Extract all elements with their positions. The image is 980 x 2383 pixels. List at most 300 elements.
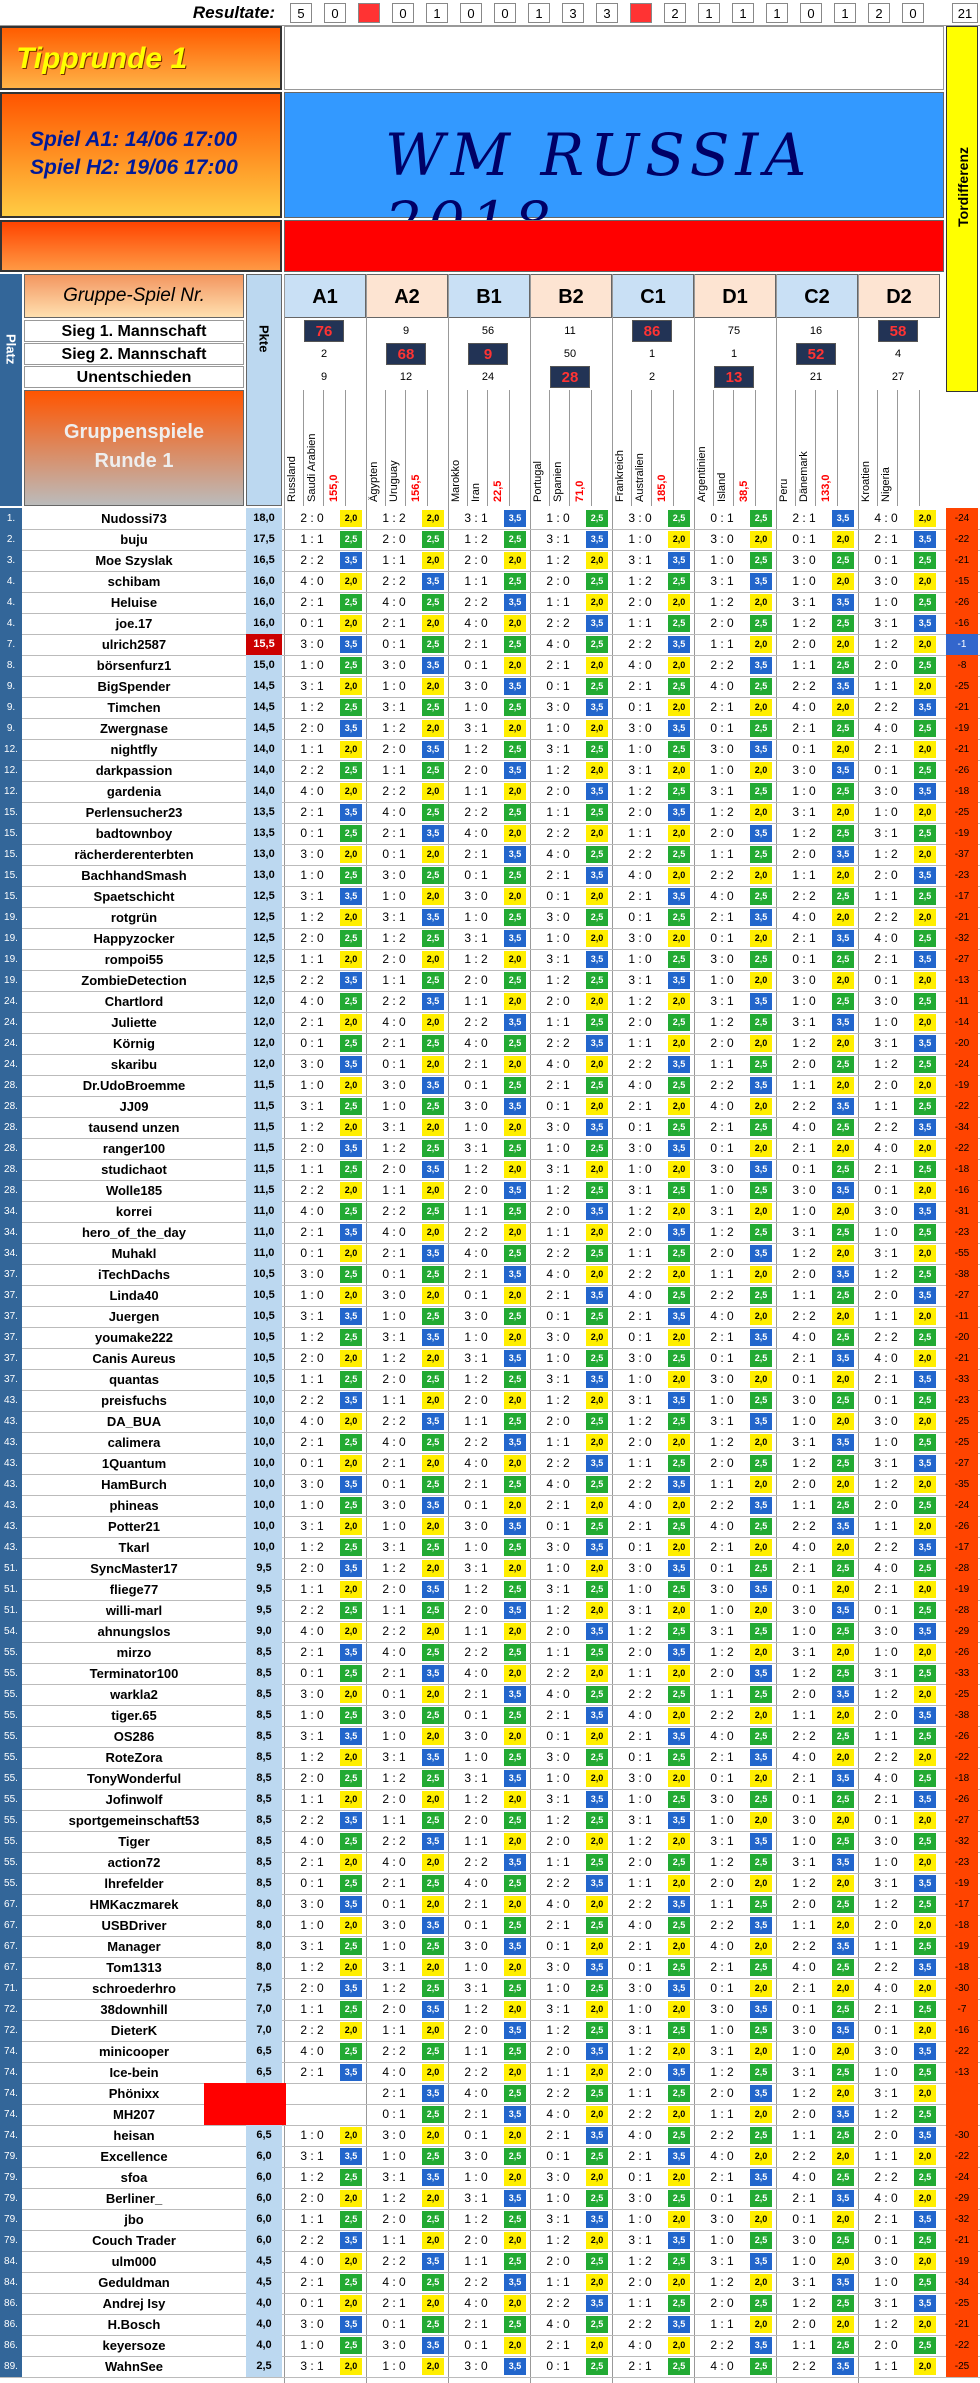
row-tordiff: -11: [946, 1306, 978, 1327]
row-score-badge: 2,0: [422, 1182, 444, 1199]
row-tip: 1 : 2: [300, 2170, 324, 2184]
row-tordiff: -22: [946, 1138, 978, 1159]
row-tordiff: -18: [946, 1915, 978, 1936]
gruppenspiele-box: [24, 390, 244, 506]
row-tordiff: -26: [946, 1726, 978, 1747]
table-row: [0, 991, 980, 1013]
row-tip: 1 : 2: [710, 1225, 734, 1239]
result-cell: 1: [732, 3, 754, 23]
row-tip: 2 : 2: [710, 1078, 734, 1092]
team2-name: Uruguay: [388, 390, 406, 506]
row-tordiff: -34: [946, 2272, 978, 2293]
row-points: 10,5: [246, 1264, 282, 1285]
row-score-badge: 2,5: [504, 1035, 526, 1052]
row-score-badge: 2,0: [668, 1665, 690, 1682]
row-score-badge: 2,0: [340, 1245, 362, 1262]
row-tip: 1 : 0: [628, 1162, 652, 1176]
row-tip: 1 : 1: [628, 616, 652, 630]
row-tip: 2 : 1: [300, 1435, 324, 1449]
row-name: 38downhill: [100, 2002, 168, 2017]
row-score-badge: 2,5: [914, 825, 936, 842]
row-score-badge: 2,5: [668, 2085, 690, 2102]
row-tip: 4 : 0: [382, 805, 406, 819]
row-score-badge: 2,5: [586, 2316, 608, 2333]
table-row: [0, 1558, 980, 1580]
row-tip: 3 : 1: [792, 1855, 816, 1869]
row-tip: 2 : 2: [300, 2023, 324, 2037]
row-tordiff: -13: [946, 2062, 978, 2083]
row-score-badge: 2,0: [422, 1623, 444, 1640]
row-score-badge: 3,5: [422, 825, 444, 842]
row-tip: 2 : 2: [382, 1624, 406, 1638]
row-tip: 0 : 1: [300, 1456, 324, 1470]
row-points: 8,5: [246, 1831, 282, 1852]
row-tordiff: -11: [946, 991, 978, 1012]
row-score-badge: 3,5: [504, 510, 526, 527]
row-tip: 4 : 0: [792, 1750, 816, 1764]
row-score-badge: 3,5: [914, 1707, 936, 1724]
row-score-badge: 3,5: [832, 1770, 854, 1787]
row-platz: 19.: [0, 928, 22, 949]
group-unent-value: 9: [320, 371, 328, 383]
row-tip: 4 : 0: [874, 511, 898, 525]
row-name: Körnig: [113, 1036, 155, 1051]
row-tip: 4 : 0: [464, 2296, 488, 2310]
platz-label: Platz: [3, 334, 19, 365]
row-score-badge: 3,5: [586, 1371, 608, 1388]
row-tip: 0 : 1: [874, 2233, 898, 2247]
row-tip: 1 : 0: [874, 1225, 898, 1239]
row-score-badge: 3,5: [750, 1413, 772, 1430]
row-score-badge: 2,5: [668, 1413, 690, 1430]
row-tip: 0 : 1: [710, 931, 734, 945]
row-tip: 0 : 1: [710, 721, 734, 735]
row-score-badge: 2,0: [832, 1476, 854, 1493]
row-platz: 79.: [0, 2167, 22, 2188]
row-score-badge: 3,5: [422, 1581, 444, 1598]
row-points: 6,5: [246, 2041, 282, 2062]
row-tip: 0 : 1: [546, 889, 570, 903]
row-score-badge: 2,0: [504, 657, 526, 674]
row-tip: 3 : 1: [300, 1309, 324, 1323]
row-tip: 2 : 1: [628, 1519, 652, 1533]
row-tip: 4 : 0: [546, 1267, 570, 1281]
table-row: [0, 970, 980, 992]
row-score-badge: 2,0: [832, 1245, 854, 1262]
row-score-badge: 2,0: [750, 867, 772, 884]
team1-name: Portugal: [532, 390, 550, 506]
row-score-badge: 2,5: [586, 1140, 608, 1157]
row-score-badge: 2,0: [422, 846, 444, 863]
row-name: Couch Trader: [92, 2233, 176, 2248]
row-name: Canis Aureus: [92, 1351, 176, 1366]
row-tip: 3 : 0: [628, 1351, 652, 1365]
row-points: 2,5: [246, 2356, 282, 2377]
row-tip: 1 : 2: [792, 616, 816, 630]
row-score-badge: 2,0: [586, 594, 608, 611]
row-score-badge: 2,0: [586, 1392, 608, 1409]
row-tip: 1 : 2: [628, 1624, 652, 1638]
group-unent-value: 27: [891, 371, 905, 383]
row-score-badge: 2,5: [422, 972, 444, 989]
row-score-badge: 3,5: [668, 636, 690, 653]
row-score-badge: 2,0: [914, 2148, 936, 2165]
row-platz: 4.: [0, 613, 22, 634]
row-score-badge: 2,5: [668, 783, 690, 800]
row-tip: 3 : 0: [300, 2317, 324, 2331]
row-tip: 1 : 2: [546, 2233, 570, 2247]
row-score-badge: 2,0: [422, 615, 444, 632]
result-cell: 0: [494, 3, 516, 23]
row-points: 16,0: [246, 592, 282, 613]
row-platz: 74.: [0, 2125, 22, 2146]
row-score-badge: 3,5: [832, 1854, 854, 1871]
row-score-badge: 2,0: [586, 2001, 608, 2018]
row-score-badge: 3,5: [668, 1728, 690, 1745]
row-tip: 2 : 0: [300, 721, 324, 735]
row-score-badge: 2,0: [422, 1686, 444, 1703]
row-score-badge: 2,0: [340, 2295, 362, 2312]
row-score-badge: 2,5: [422, 1308, 444, 1325]
row-score-badge: 3,5: [668, 720, 690, 737]
row-score-badge: 2,5: [504, 531, 526, 548]
row-tip: 3 : 0: [546, 1750, 570, 1764]
row-tip: 4 : 0: [710, 1729, 734, 1743]
row-score-badge: 2,0: [832, 1035, 854, 1052]
row-tip: 3 : 1: [710, 574, 734, 588]
row-tip: 1 : 1: [874, 2359, 898, 2373]
row-score-badge: 2,0: [586, 888, 608, 905]
row-tip: 2 : 1: [546, 868, 570, 882]
table-row: [0, 2209, 980, 2231]
row-points: 11,5: [246, 1075, 282, 1096]
row-tip: 2 : 0: [546, 2254, 570, 2268]
row-tip: 4 : 0: [300, 994, 324, 1008]
row-tip: 2 : 2: [710, 1498, 734, 1512]
row-tip: 3 : 0: [628, 1561, 652, 1575]
table-row: [0, 571, 980, 593]
row-score-badge: 2,0: [586, 2337, 608, 2354]
row-tip: 2 : 1: [628, 1099, 652, 1113]
row-score-badge: 2,5: [750, 2022, 772, 2039]
row-tip: 4 : 0: [546, 2107, 570, 2121]
row-tip: 1 : 0: [710, 1183, 734, 1197]
row-points: 12,0: [246, 1012, 282, 1033]
table-row: [0, 1789, 980, 1811]
row-platz: 12.: [0, 781, 22, 802]
row-score-badge: 2,5: [668, 1623, 690, 1640]
row-tip: 0 : 1: [300, 2296, 324, 2310]
row-score-badge: 2,0: [340, 678, 362, 695]
row-score-badge: 2,0: [914, 1182, 936, 1199]
table-row: [0, 1768, 980, 1790]
row-score-badge: 3,5: [504, 678, 526, 695]
row-name: heisan: [113, 2128, 155, 2143]
row-tip: 3 : 1: [300, 679, 324, 693]
row-points: 4,0: [246, 2293, 282, 2314]
row-score-badge: 2,5: [586, 1308, 608, 1325]
row-score-badge: 3,5: [668, 972, 690, 989]
row-tip: 2 : 1: [300, 2065, 324, 2079]
table-row: [0, 529, 980, 551]
row-tip: 1 : 2: [874, 1897, 898, 1911]
team1-name: Peru: [778, 390, 796, 506]
row-score-badge: 3,5: [750, 1749, 772, 1766]
group-sieg1-value: 16: [809, 325, 823, 337]
row-tip: 1 : 1: [792, 1918, 816, 1932]
row-tip: 2 : 0: [300, 1981, 324, 1995]
row-tordiff: -27: [946, 1810, 978, 1831]
row-points: 6,0: [246, 2230, 282, 2251]
row-score-badge: 3,5: [750, 2001, 772, 2018]
row-tip: 1 : 0: [874, 1435, 898, 1449]
row-name: sportgemeinschaft53: [68, 1813, 200, 1828]
row-tordiff: -31: [946, 1201, 978, 1222]
row-tip: 0 : 1: [792, 2212, 816, 2226]
row-score-badge: 2,0: [340, 909, 362, 926]
row-tip: 1 : 0: [792, 574, 816, 588]
table-row: [0, 1495, 980, 1517]
group-header-b1: B1: [448, 274, 530, 318]
row-tip: 2 : 1: [300, 595, 324, 609]
row-score-badge: 3,5: [422, 1833, 444, 1850]
row-tip: 1 : 2: [628, 2044, 652, 2058]
row-tip: 3 : 0: [464, 1519, 488, 1533]
row-score-badge: 3,5: [668, 2148, 690, 2165]
row-name: Andrej Isy: [102, 2296, 166, 2311]
row-tordiff: -32: [946, 1831, 978, 1852]
row-tip: 1 : 0: [874, 595, 898, 609]
table-row: [0, 634, 980, 656]
row-tordiff: -19: [946, 1579, 978, 1600]
row-score-badge: 3,5: [504, 1518, 526, 1535]
row-tip: 0 : 1: [628, 2170, 652, 2184]
row-tip: 3 : 1: [464, 1561, 488, 1575]
row-tip: 2 : 1: [464, 637, 488, 651]
row-name: badtownboy: [95, 826, 173, 841]
row-tip: 2 : 0: [710, 1036, 734, 1050]
row-tip: 0 : 1: [382, 1477, 406, 1491]
row-tip: 2 : 0: [710, 2296, 734, 2310]
table-row: [0, 1663, 980, 1685]
row-score-badge: 3,5: [668, 1224, 690, 1241]
row-platz: 43.: [0, 1453, 22, 1474]
row-tip: 3 : 1: [300, 1099, 324, 1113]
row-tip: 4 : 0: [300, 2254, 324, 2268]
row-points: 13,5: [246, 823, 282, 844]
row-tip: 2 : 0: [546, 2044, 570, 2058]
row-tip: 4 : 0: [628, 2128, 652, 2142]
row-score-badge: 2,5: [340, 1602, 362, 1619]
row-score-badge: 2,0: [832, 531, 854, 548]
row-score-badge: 2,0: [668, 1098, 690, 1115]
wm-banner: [284, 92, 944, 218]
table-row: [0, 2356, 980, 2378]
row-platz: 28.: [0, 1075, 22, 1096]
table-row: [0, 1327, 980, 1349]
row-tordiff: -35: [946, 1474, 978, 1495]
row-platz: 54.: [0, 1621, 22, 1642]
row-score-badge: 2,5: [668, 2253, 690, 2270]
row-tip: 2 : 2: [628, 1687, 652, 1701]
row-tip: 2 : 1: [874, 742, 898, 756]
row-score-badge: 2,0: [914, 2085, 936, 2102]
row-tip: 1 : 2: [464, 2002, 488, 2016]
row-tip: 0 : 1: [464, 1288, 488, 1302]
row-score-badge: 2,5: [586, 804, 608, 821]
row-score-badge: 2,0: [750, 1371, 772, 1388]
row-points: 11,5: [246, 1159, 282, 1180]
row-score-badge: 2,0: [914, 1917, 936, 1934]
team1-name: Argentinien: [696, 390, 714, 506]
row-score-badge: 2,5: [914, 1728, 936, 1745]
row-score-badge: 2,0: [668, 2337, 690, 2354]
row-tip: 2 : 1: [546, 1288, 570, 1302]
row-tip: 3 : 0: [546, 1330, 570, 1344]
row-score-badge: 2,5: [750, 552, 772, 569]
row-points: 8,5: [246, 1873, 282, 1894]
row-score-badge: 2,5: [586, 2358, 608, 2375]
row-points: 11,0: [246, 1243, 282, 1264]
row-platz: 72.: [0, 1999, 22, 2020]
row-tip: 1 : 0: [382, 1309, 406, 1323]
table-row: [0, 655, 980, 677]
row-tip: 3 : 0: [382, 1498, 406, 1512]
row-score-badge: 2,5: [422, 804, 444, 821]
row-name: ranger100: [102, 1141, 166, 1156]
row-name: willi-marl: [105, 1603, 163, 1618]
result-cell: 2: [868, 3, 890, 23]
row-tip: 2 : 2: [628, 2317, 652, 2331]
row-tip: 2 : 2: [464, 1645, 488, 1659]
row-tip: 3 : 1: [546, 532, 570, 546]
row-score-badge: 2,5: [668, 1350, 690, 1367]
row-tip: 3 : 1: [628, 1603, 652, 1617]
table-row: [0, 1621, 980, 1643]
row-score-badge: 2,0: [750, 1938, 772, 1955]
row-tip: 2 : 2: [792, 1309, 816, 1323]
row-score-badge: 2,0: [750, 1812, 772, 1829]
row-tip: 2 : 0: [628, 1855, 652, 1869]
row-score-badge: 2,0: [422, 1056, 444, 1073]
team2-name: Island: [716, 390, 734, 506]
row-tip: 1 : 0: [464, 1750, 488, 1764]
row-score-badge: 2,0: [914, 846, 936, 863]
row-tip: 0 : 1: [546, 1519, 570, 1533]
row-tip: 2 : 2: [628, 1267, 652, 1281]
row-score-badge: 2,5: [668, 1119, 690, 1136]
row-score-badge: 3,5: [832, 1602, 854, 1619]
row-tordiff: -14: [946, 1012, 978, 1033]
group-sieg2-value: 52: [796, 343, 836, 365]
row-score-badge: 2,5: [422, 1602, 444, 1619]
row-name: Juliette: [111, 1015, 157, 1030]
row-tip: 2 : 2: [300, 973, 324, 987]
row-score-badge: 3,5: [914, 615, 936, 632]
row-score-badge: 3,5: [504, 1770, 526, 1787]
row-tip: 3 : 0: [546, 910, 570, 924]
unentschieden-label: Unentschieden: [24, 366, 244, 388]
row-score-badge: 2,5: [750, 2064, 772, 2081]
group-header-a2: A2: [366, 274, 448, 318]
row-tip: 4 : 0: [382, 2275, 406, 2289]
row-score-badge: 3,5: [340, 720, 362, 737]
row-platz: 24.: [0, 991, 22, 1012]
row-tordiff: -24: [946, 2167, 978, 2188]
row-score-badge: 3,5: [586, 531, 608, 548]
row-score-badge: 2,5: [586, 1476, 608, 1493]
row-points: 7,0: [246, 2020, 282, 2041]
row-tip: 1 : 1: [628, 1666, 652, 1680]
row-points: 10,0: [246, 1516, 282, 1537]
row-score-badge: 2,5: [914, 2337, 936, 2354]
row-score-badge: 2,5: [504, 1371, 526, 1388]
row-tordiff: -26: [946, 760, 978, 781]
row-tip: 3 : 0: [382, 2338, 406, 2352]
row-platz: 74.: [0, 2041, 22, 2062]
row-score-badge: 2,5: [422, 699, 444, 716]
row-tip: 4 : 0: [628, 658, 652, 672]
row-score-badge: 2,0: [340, 1518, 362, 1535]
row-tip: 4 : 0: [300, 574, 324, 588]
row-score-badge: 2,5: [340, 2169, 362, 2186]
row-tip: 1 : 0: [710, 2023, 734, 2037]
row-tip: 3 : 1: [628, 2023, 652, 2037]
row-tip: 3 : 0: [382, 658, 406, 672]
row-tip: 2 : 0: [874, 868, 898, 882]
row-tip: 0 : 1: [464, 1078, 488, 1092]
row-score-badge: 3,5: [504, 2022, 526, 2039]
row-score-badge: 2,5: [340, 531, 362, 548]
group-sieg2-value: 4: [894, 348, 902, 360]
result-cell: 5: [290, 3, 312, 23]
row-tip: 0 : 1: [546, 1939, 570, 1953]
row-tip: 4 : 0: [300, 1414, 324, 1428]
row-tordiff: -24: [946, 508, 978, 529]
row-tip: 0 : 1: [464, 1918, 488, 1932]
row-tip: 2 : 2: [792, 889, 816, 903]
row-tip: 0 : 1: [710, 1351, 734, 1365]
row-platz: 86.: [0, 2335, 22, 2356]
row-tip: 4 : 0: [628, 2338, 652, 2352]
row-platz: 9.: [0, 676, 22, 697]
row-tip: 3 : 1: [382, 1120, 406, 1134]
row-points: 9,5: [246, 1600, 282, 1621]
row-score-badge: 2,5: [832, 1056, 854, 1073]
row-points: 6,0: [246, 2209, 282, 2230]
row-tip: 2 : 0: [628, 2275, 652, 2289]
row-tordiff: -21: [946, 697, 978, 718]
row-platz: 9.: [0, 718, 22, 739]
row-score-badge: 3,5: [340, 1644, 362, 1661]
row-tip: 1 : 2: [546, 1603, 570, 1617]
row-score-badge: 3,5: [340, 636, 362, 653]
row-tip: 1 : 0: [628, 1372, 652, 1386]
row-tip: 4 : 0: [710, 2149, 734, 2163]
row-score-badge: 2,0: [750, 1035, 772, 1052]
table-row: [0, 1999, 980, 2021]
row-score-badge: 2,0: [832, 1644, 854, 1661]
row-score-badge: 2,0: [340, 510, 362, 527]
row-score-badge: 2,5: [422, 1035, 444, 1052]
row-score-badge: 2,0: [422, 2064, 444, 2081]
row-score-badge: 2,5: [914, 594, 936, 611]
row-score-badge: 3,5: [914, 1959, 936, 1976]
row-score-badge: 3,5: [668, 1980, 690, 1997]
row-name: Berliner_: [105, 2191, 163, 2206]
row-tip: 0 : 1: [382, 1057, 406, 1071]
team2-name: Spanien: [552, 390, 570, 506]
